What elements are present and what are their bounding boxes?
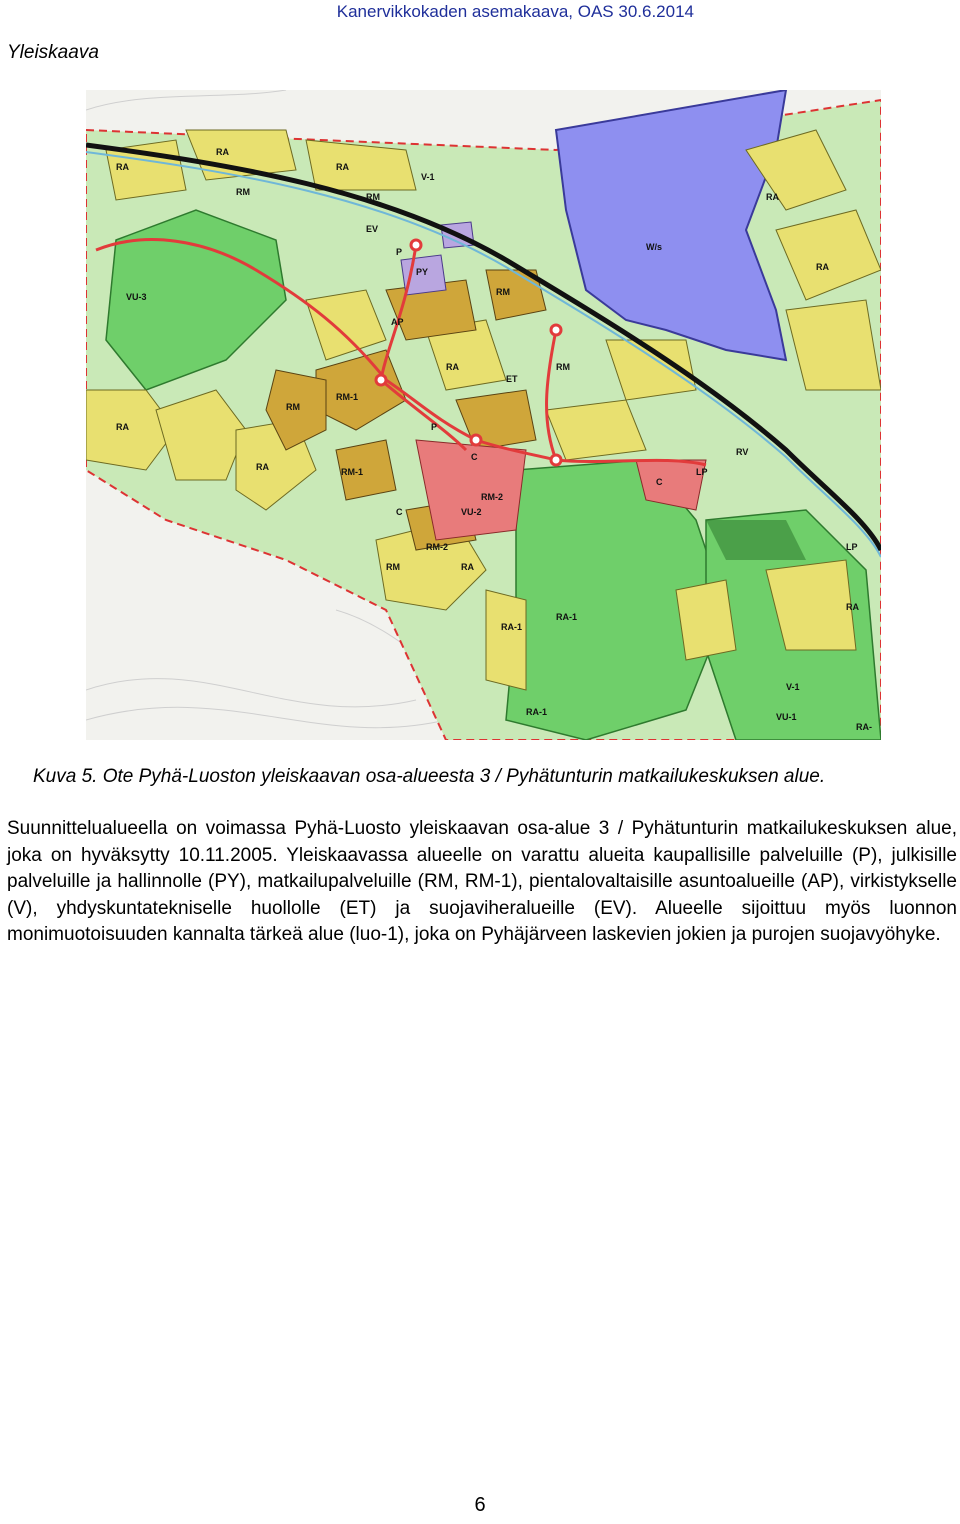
zone-label: LP xyxy=(696,467,708,477)
zone-label: RA- xyxy=(856,722,872,732)
zoning-map-figure xyxy=(86,90,881,740)
zone-label: RA-1 xyxy=(501,622,523,632)
zone-label: RA-1 xyxy=(556,612,578,622)
zone-label: C xyxy=(656,477,663,487)
zone-label: VU-2 xyxy=(461,507,482,517)
zone-label: AP xyxy=(391,317,404,327)
page-number: 6 xyxy=(474,1494,486,1516)
zone-label: RM-2 xyxy=(481,492,503,502)
zone-label: P xyxy=(431,422,438,432)
zone-label: RA xyxy=(116,422,129,432)
zone-label: EV xyxy=(366,224,379,234)
zone-label: LP xyxy=(846,542,858,552)
zone-label: RA xyxy=(816,262,829,272)
zone-label: RM-1 xyxy=(341,467,363,477)
zone-label: RM xyxy=(366,192,380,202)
zone-label: RA xyxy=(446,362,459,372)
body-paragraph: Suunnittelualueella on voimassa Pyhä-Luosto yleiskaavan osa-alue 3 / Pyhätunturin matkailukeskuksen alue, joka on hyväksytty 10.11.2005. Yleiskaavassa alueelle on varattu alueita kaupallisille palveluille (P), julkisille palveluille ja hallinnolle (PY), matkailupalveluille (RM, RM-1), pientalovaltaisille asuntoalueille (AP), virkistykselle (V), yhdyskuntatekniselle huollolle (ET) ja suojaviheralueille (EV). Alueelle sijoittuu myös luonnon monimuotoisuuden kannalta tärkeä alue (luo-1), joka on Pyhäjärveen laskevien jokien ja purojen suojavyöhyke. xyxy=(7,818,957,945)
zone-label: C xyxy=(471,452,478,462)
zone-label: ET xyxy=(506,374,518,384)
zone-label: RA xyxy=(256,462,269,472)
zone-label: RA xyxy=(461,562,474,572)
zone-label: PY xyxy=(416,267,429,277)
zone-label: W/s xyxy=(646,242,663,252)
zone-label: V-1 xyxy=(421,172,435,182)
zone-label: VU-1 xyxy=(776,712,797,722)
zoning-map xyxy=(86,90,881,740)
zone-label: RV xyxy=(736,447,749,457)
zone-label: RA xyxy=(116,162,129,172)
zone-label: RM xyxy=(496,287,510,297)
zone-label: RA-1 xyxy=(526,707,548,717)
zone-label: RM xyxy=(236,187,250,197)
zone-label: RM-2 xyxy=(426,542,448,552)
zone-label: RM xyxy=(556,362,570,372)
document-title: Kanervikkokaden asemakaava, OAS 30.6.2014 xyxy=(336,2,694,21)
section-title: Yleiskaava xyxy=(7,42,99,63)
figure-caption: Kuva 5. Ote Pyhä-Luoston yleiskaavan osa-alueesta 3 / Pyhätunturin matkailukeskuksen alue. xyxy=(33,766,826,787)
zone-label: VU-3 xyxy=(126,292,147,302)
zone-label: RM-1 xyxy=(336,392,358,402)
zone-label: RM xyxy=(286,402,300,412)
zone-label: RA xyxy=(216,147,229,157)
zone-label: RA xyxy=(766,192,779,202)
zone-label: P xyxy=(396,247,403,257)
zone-label: V-1 xyxy=(786,682,800,692)
zone-label: C xyxy=(396,507,403,517)
zone-label: RM xyxy=(386,562,400,572)
zone-label: RA xyxy=(846,602,859,612)
zone-label: RA xyxy=(336,162,349,172)
